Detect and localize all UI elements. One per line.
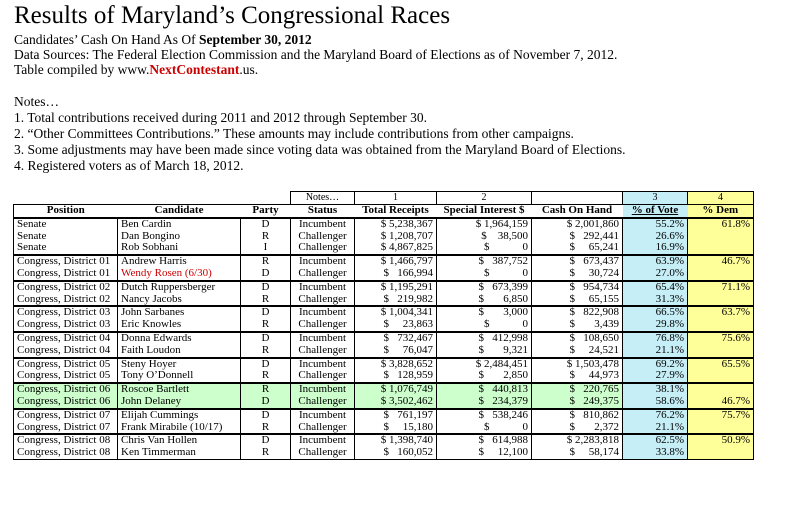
special-interest-cell: $ 0	[437, 422, 532, 435]
percent-vote-cell: 69.2%	[623, 358, 688, 371]
percent-dem-cell	[688, 268, 754, 281]
percent-dem-cell: 63.7%	[688, 306, 754, 319]
party-cell: R	[241, 294, 291, 307]
status-cell: Incumbent	[291, 383, 355, 396]
percent-vote-cell: 38.1%	[623, 383, 688, 396]
candidate-cell: Steny Hoyer	[118, 358, 241, 371]
total-receipts-cell: $ 15,180	[355, 422, 437, 435]
data-sources: Data Sources: The Federal Election Commission and the Maryland Board of Elections as of November 7, 2012.	[14, 47, 618, 62]
status-cell: Challenger	[291, 268, 355, 281]
percent-vote-cell: 58.6%	[623, 396, 688, 409]
table-body	[14, 218, 754, 460]
status-cell: Challenger	[291, 447, 355, 459]
percent-vote-cell: 16.9%	[623, 242, 688, 255]
position-cell: Senate	[14, 218, 118, 231]
table-row	[14, 409, 754, 422]
subtitle-prefix: Candidates’ Cash On Hand As Of	[14, 32, 199, 47]
party-cell: R	[241, 447, 291, 459]
status-cell: Incumbent	[291, 332, 355, 345]
candidate-cell: Chris Van Hollen	[118, 434, 241, 447]
party-cell: D	[241, 268, 291, 281]
table-row	[14, 345, 754, 358]
status-cell: Challenger	[291, 396, 355, 409]
percent-dem-cell	[688, 447, 754, 459]
status-cell: Incumbent	[291, 255, 355, 268]
special-interest-cell: $ 9,321	[437, 345, 532, 358]
candidate-cell: John Delaney	[118, 396, 241, 409]
candidate-cell: Eric Knowles	[118, 319, 241, 332]
percent-dem-cell	[688, 294, 754, 307]
total-receipts-cell: $ 4,867,825	[355, 242, 437, 255]
candidate-cell: Rob Sobhani	[118, 242, 241, 255]
candidate-cell: Dutch Ruppersberger	[118, 281, 241, 294]
total-receipts-cell: $ 23,863	[355, 319, 437, 332]
total-receipts-cell: $ 732,467	[355, 332, 437, 345]
percent-dem-cell	[688, 345, 754, 358]
percent-dem-cell	[688, 231, 754, 243]
special-interest-cell: $ 440,813	[437, 383, 532, 396]
status-cell: Incumbent	[291, 409, 355, 422]
candidate-cell: Dan Bongino	[118, 231, 241, 243]
total-receipts-cell: $ 761,197	[355, 409, 437, 422]
percent-dem-cell: 46.7%	[688, 396, 754, 409]
candidate-cell: Donna Edwards	[118, 332, 241, 345]
party-cell: I	[241, 242, 291, 255]
percent-vote-cell: 65.4%	[623, 281, 688, 294]
total-receipts-cell: $ 1,208,707	[355, 231, 437, 243]
cash-on-hand-cell: $ 249,375	[532, 396, 623, 409]
note-3: 3. Some adjustments may have been made since voting data was obtained from the Maryland Board of Elections.	[14, 142, 626, 157]
note-ref-4: 4	[688, 192, 754, 205]
party-cell: R	[241, 383, 291, 396]
party-cell: R	[241, 370, 291, 383]
special-interest-cell: $ 387,752	[437, 255, 532, 268]
total-receipts-cell: $ 219,982	[355, 294, 437, 307]
cash-on-hand-cell: $ 954,734	[532, 281, 623, 294]
percent-vote-cell: 76.2%	[623, 409, 688, 422]
total-receipts-cell: $ 160,052	[355, 447, 437, 459]
position-cell: Congress, District 08	[14, 447, 118, 459]
note-ref-1: 1	[355, 192, 437, 205]
note-1: 1. Total contributions received during 2011 and 2012 through September 30.	[14, 110, 427, 125]
table-row	[14, 332, 754, 345]
party-cell: D	[241, 434, 291, 447]
position-cell: Congress, District 05	[14, 358, 118, 371]
total-receipts-cell: $ 1,195,291	[355, 281, 437, 294]
header-position: Position	[14, 205, 118, 218]
header-candidate: Candidate	[118, 205, 241, 218]
header-percent-vote: % of Vote	[623, 205, 688, 218]
special-interest-cell: $ 3,000	[437, 306, 532, 319]
cash-on-hand-cell: $ 108,650	[532, 332, 623, 345]
position-cell: Congress, District 02	[14, 294, 118, 307]
candidate-cell: Elijah Cummings	[118, 409, 241, 422]
special-interest-cell: $ 0	[437, 319, 532, 332]
party-cell: R	[241, 319, 291, 332]
special-interest-cell: $ 2,484,451	[437, 358, 532, 371]
position-cell: Senate	[14, 242, 118, 255]
percent-dem-cell	[688, 370, 754, 383]
cash-on-hand-cell: $ 220,765	[532, 383, 623, 396]
position-cell: Congress, District 03	[14, 306, 118, 319]
header-cash-on-hand: Cash On Hand	[532, 205, 623, 218]
header-percent-dem: % Dem	[688, 205, 754, 218]
compiled-by	[14, 62, 258, 78]
status-cell: Incumbent	[291, 281, 355, 294]
special-interest-cell: $ 12,100	[437, 447, 532, 459]
special-interest-cell: $ 0	[437, 242, 532, 255]
position-cell: Congress, District 07	[14, 422, 118, 435]
percent-dem-cell: 75.6%	[688, 332, 754, 345]
table-row	[14, 422, 754, 435]
results-table	[13, 191, 754, 460]
total-receipts-cell: $ 1,076,749	[355, 383, 437, 396]
position-cell: Congress, District 01	[14, 255, 118, 268]
position-cell: Congress, District 05	[14, 370, 118, 383]
table-row	[14, 319, 754, 332]
position-cell: Congress, District 01	[14, 268, 118, 281]
table-row	[14, 268, 754, 281]
cash-on-hand-cell: $ 673,437	[532, 255, 623, 268]
party-cell: D	[241, 409, 291, 422]
cash-on-hand-cell: $ 3,439	[532, 319, 623, 332]
note-reference-row	[14, 192, 754, 205]
party-cell: D	[241, 332, 291, 345]
status-cell: Challenger	[291, 231, 355, 243]
cash-on-hand-cell: $ 1,503,478	[532, 358, 623, 371]
candidate-cell: Tony O’Donnell	[118, 370, 241, 383]
cash-on-hand-cell: $ 58,174	[532, 447, 623, 459]
status-cell: Challenger	[291, 345, 355, 358]
total-receipts-cell: $ 1,466,797	[355, 255, 437, 268]
party-cell: R	[241, 345, 291, 358]
percent-dem-cell	[688, 422, 754, 435]
candidate-cell: Ken Timmerman	[118, 447, 241, 459]
total-receipts-cell: $ 76,047	[355, 345, 437, 358]
cash-on-hand-cell: $ 292,441	[532, 231, 623, 243]
percent-vote-cell: 31.3%	[623, 294, 688, 307]
party-cell: D	[241, 358, 291, 371]
position-cell: Congress, District 08	[14, 434, 118, 447]
cash-on-hand-cell: $ 822,908	[532, 306, 623, 319]
percent-dem-cell: 65.5%	[688, 358, 754, 371]
cash-on-hand-cell: $ 2,283,818	[532, 434, 623, 447]
table-row	[14, 218, 754, 231]
candidate-cell: Wendy Rosen (6/30)	[118, 268, 241, 281]
total-receipts-cell: $ 1,004,341	[355, 306, 437, 319]
special-interest-cell: $ 412,998	[437, 332, 532, 345]
subtitle	[14, 32, 312, 48]
notes-ref: Notes…	[291, 192, 355, 205]
cash-on-hand-cell: $ 810,862	[532, 409, 623, 422]
total-receipts-cell: $ 3,828,652	[355, 358, 437, 371]
total-receipts-cell: $ 128,959	[355, 370, 437, 383]
percent-dem-cell	[688, 319, 754, 332]
total-receipts-cell: $ 1,398,740	[355, 434, 437, 447]
compiled-prefix: Table compiled by www.	[14, 62, 150, 77]
special-interest-cell: $ 538,246	[437, 409, 532, 422]
special-interest-cell: $ 38,500	[437, 231, 532, 243]
position-cell: Congress, District 04	[14, 332, 118, 345]
page-title: Results of Maryland’s Congressional Races	[14, 2, 451, 29]
header-special-interest: Special Interest $	[437, 205, 532, 218]
special-interest-cell: $ 1,964,159	[437, 218, 532, 231]
status-cell: Incumbent	[291, 434, 355, 447]
percent-vote-cell: 27.9%	[623, 370, 688, 383]
cash-on-hand-cell: $ 65,241	[532, 242, 623, 255]
note-4: 4. Registered voters as of March 18, 2012.	[14, 158, 244, 173]
special-interest-cell: $ 614,988	[437, 434, 532, 447]
table-row	[14, 281, 754, 294]
candidate-cell: Frank Mirabile (10/17)	[118, 422, 241, 435]
special-interest-cell: $ 0	[437, 268, 532, 281]
header-party: Party	[241, 205, 291, 218]
status-cell: Challenger	[291, 422, 355, 435]
percent-vote-cell: 76.8%	[623, 332, 688, 345]
status-cell: Challenger	[291, 242, 355, 255]
percent-vote-cell: 63.9%	[623, 255, 688, 268]
percent-vote-cell: 33.8%	[623, 447, 688, 459]
total-receipts-cell: $ 3,502,462	[355, 396, 437, 409]
percent-dem-cell: 75.7%	[688, 409, 754, 422]
status-cell: Incumbent	[291, 306, 355, 319]
position-cell: Congress, District 04	[14, 345, 118, 358]
status-cell: Incumbent	[291, 218, 355, 231]
party-cell: R	[241, 422, 291, 435]
status-cell: Incumbent	[291, 358, 355, 371]
status-cell: Challenger	[291, 319, 355, 332]
table-row	[14, 396, 754, 409]
total-receipts-cell: $ 5,238,367	[355, 218, 437, 231]
candidate-cell: John Sarbanes	[118, 306, 241, 319]
note-ref-3: 3	[623, 192, 688, 205]
percent-vote-cell: 21.1%	[623, 422, 688, 435]
special-interest-cell: $ 2,850	[437, 370, 532, 383]
party-cell: D	[241, 396, 291, 409]
party-cell: D	[241, 281, 291, 294]
position-cell: Congress, District 02	[14, 281, 118, 294]
percent-vote-cell: 29.8%	[623, 319, 688, 332]
percent-dem-cell: 46.7%	[688, 255, 754, 268]
notes-heading: Notes…	[14, 94, 59, 109]
percent-vote-cell: 66.5%	[623, 306, 688, 319]
percent-vote-cell: 26.6%	[623, 231, 688, 243]
status-cell: Challenger	[291, 294, 355, 307]
candidate-cell: Roscoe Bartlett	[118, 383, 241, 396]
header-status: Status	[291, 205, 355, 218]
header-total-receipts: Total Receipts	[355, 205, 437, 218]
table-row	[14, 447, 754, 459]
cash-on-hand-cell: $ 44,973	[532, 370, 623, 383]
percent-dem-cell: 71.1%	[688, 281, 754, 294]
candidate-cell: Andrew Harris	[118, 255, 241, 268]
party-cell: R	[241, 231, 291, 243]
total-receipts-cell: $ 166,994	[355, 268, 437, 281]
cash-on-hand-cell: $ 30,724	[532, 268, 623, 281]
party-cell: D	[241, 218, 291, 231]
cash-on-hand-cell: $ 2,372	[532, 422, 623, 435]
percent-dem-cell: 50.9%	[688, 434, 754, 447]
note-ref-2: 2	[437, 192, 532, 205]
header-row	[14, 205, 754, 218]
position-cell: Congress, District 07	[14, 409, 118, 422]
status-cell: Challenger	[291, 370, 355, 383]
percent-vote-cell: 62.5%	[623, 434, 688, 447]
special-interest-cell: $ 6,850	[437, 294, 532, 307]
candidate-cell: Faith Loudon	[118, 345, 241, 358]
table-row	[14, 242, 754, 255]
subtitle-date: September 30, 2012	[198, 32, 312, 47]
brand-link[interactable]: NextContestant	[149, 62, 240, 77]
party-cell: R	[241, 255, 291, 268]
percent-vote-cell: 27.0%	[623, 268, 688, 281]
percent-dem-cell: 61.8%	[688, 218, 754, 231]
position-cell: Congress, District 06	[14, 396, 118, 409]
percent-vote-cell: 55.2%	[623, 218, 688, 231]
position-cell: Senate	[14, 231, 118, 243]
cash-on-hand-cell: $ 65,155	[532, 294, 623, 307]
percent-dem-cell	[688, 242, 754, 255]
special-interest-cell: $ 234,379	[437, 396, 532, 409]
party-cell: D	[241, 306, 291, 319]
candidate-cell: Nancy Jacobs	[118, 294, 241, 307]
compiled-suffix: .us.	[239, 62, 259, 77]
table-row	[14, 294, 754, 307]
table-row	[14, 370, 754, 383]
cash-on-hand-cell: $ 24,521	[532, 345, 623, 358]
candidate-cell: Ben Cardin	[118, 218, 241, 231]
cash-on-hand-cell: $ 2,001,860	[532, 218, 623, 231]
percent-vote-cell: 21.1%	[623, 345, 688, 358]
position-cell: Congress, District 06	[14, 383, 118, 396]
special-interest-cell: $ 673,399	[437, 281, 532, 294]
note-2: 2. “Other Committees Contributions.” These amounts may include contributions from other campaigns.	[14, 126, 574, 141]
position-cell: Congress, District 03	[14, 319, 118, 332]
